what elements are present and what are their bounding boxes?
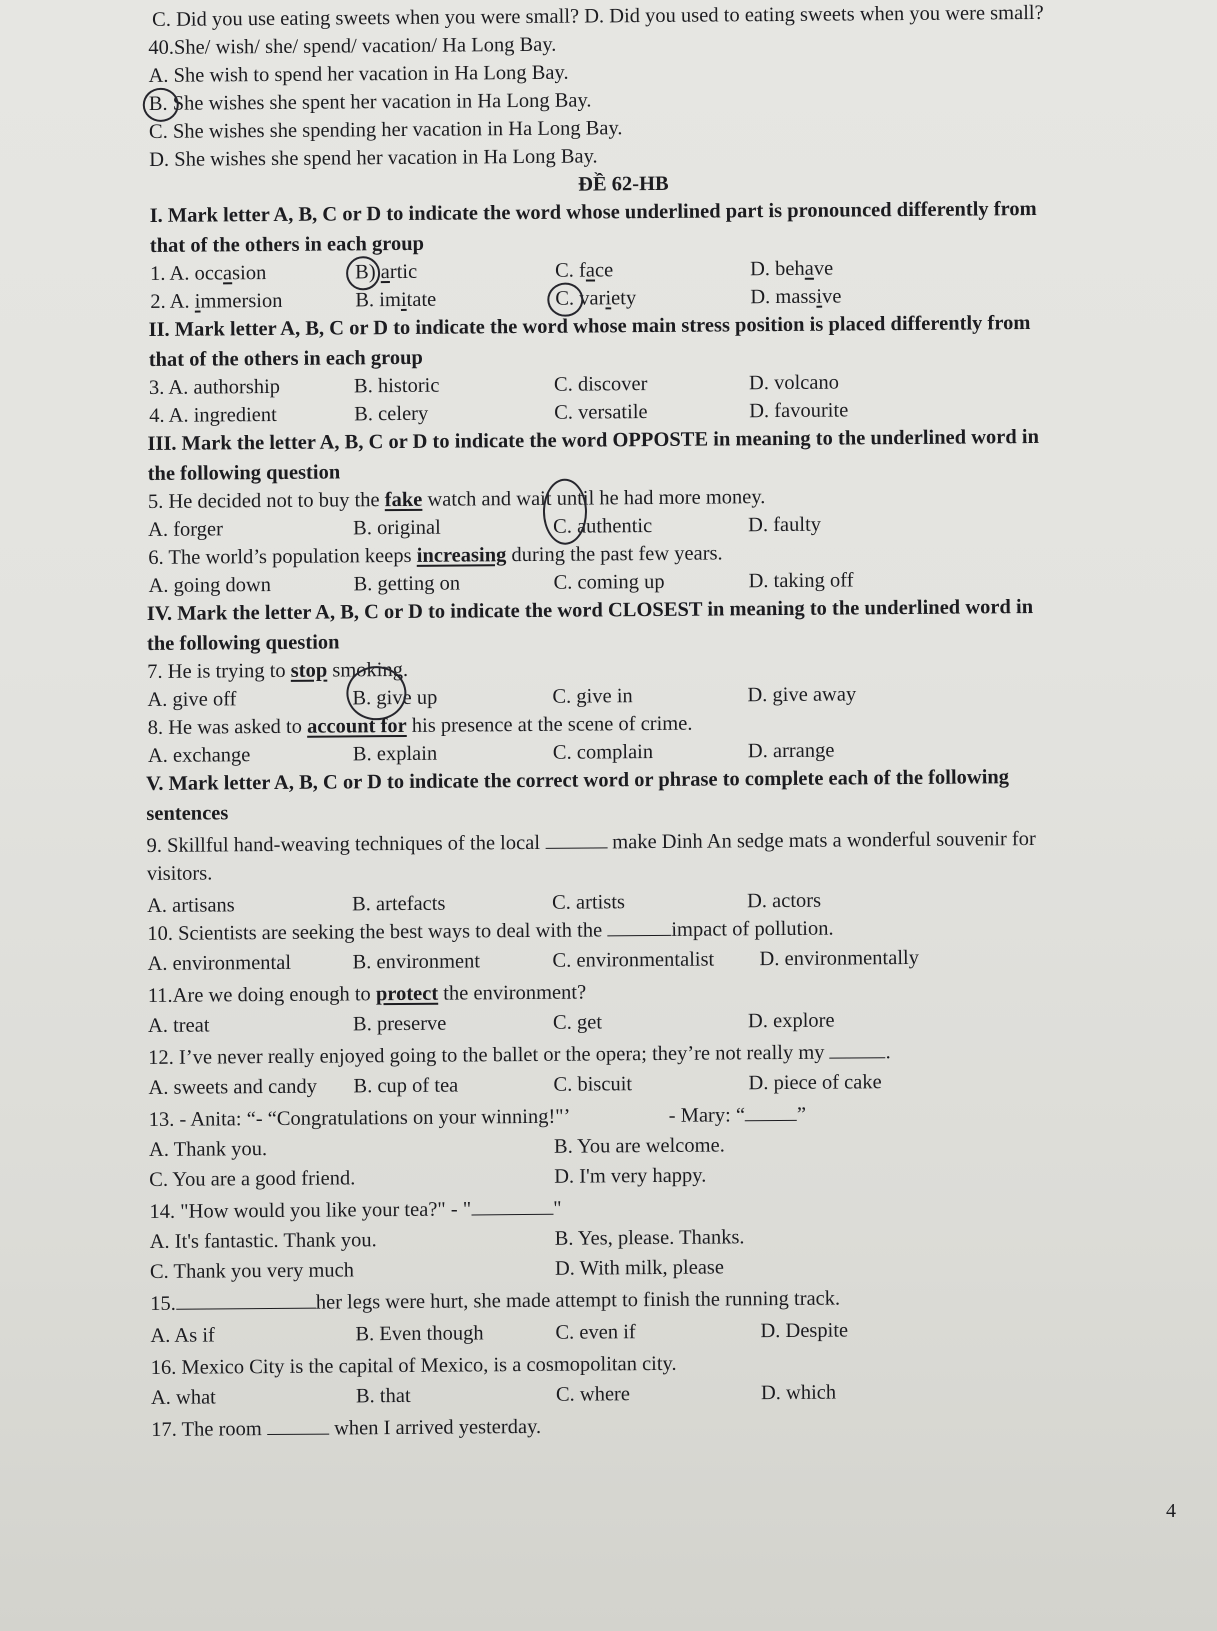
q3-option-b: B. historic: [353, 374, 440, 398]
answer-blank: [745, 1102, 797, 1121]
q1-option-b: B) artic: [355, 258, 417, 286]
q11-option-b: B. preserve: [352, 1012, 447, 1036]
q6-stem: 6. The world’s population keeps increasing during the past few years.: [148, 542, 723, 569]
q16-option-c: C. where: [555, 1383, 631, 1406]
q2-option-b: B. imitate: [355, 288, 437, 312]
q9-option-d: D. actors: [746, 889, 822, 913]
q16-option-d: D. which: [760, 1381, 837, 1405]
q10-option-a: A. environmental: [147, 951, 292, 975]
section2-heading-cont: that of the others in each group: [148, 346, 423, 371]
section1-heading: I. Mark letter A, B, C or D to indicate the word whose underlined part is pronounced differently from: [149, 197, 1037, 227]
q9-stem-cont: visitors.: [146, 862, 213, 885]
q9-option-c: C. artists: [551, 891, 626, 914]
answer-blank: [267, 1416, 329, 1435]
q8-option-d: D. arrange: [747, 739, 835, 763]
q11-option-d: D. explore: [747, 1009, 835, 1033]
q5-option-a: A. forger: [148, 518, 223, 541]
section5-heading-cont: sentences: [146, 802, 229, 825]
q12-option-b: B. cup of tea: [353, 1074, 459, 1098]
q10-option-c: C. environmentalist: [552, 948, 715, 972]
q5-option-b: B. original: [353, 516, 441, 540]
q40-option-d: D. She wishes she spend her vacation in Ha Long Bay.: [149, 145, 598, 171]
q9-option-a: A. artisans: [146, 894, 235, 917]
q2-option-a: 2. A. immersion: [150, 289, 283, 313]
q14-option-c: C. Thank you very much: [149, 1259, 355, 1283]
q4-option-b: B. celery: [354, 402, 429, 426]
q12-option-a: A. sweets and candy: [148, 1075, 318, 1099]
q4-option-d: D. favourite: [749, 399, 849, 423]
q1-option-c: C. face: [555, 259, 614, 282]
q14-option-b: B. Yes, please. Thanks.: [554, 1226, 745, 1250]
q9-stem: 9. Skillful hand-weaving techniques of the local make Dinh An sedge mats a wonderful souvenir for: [146, 828, 1036, 857]
section5-heading: V. Mark letter A, B, C or D to indicate the correct word or phrase to complete each of the following: [146, 766, 1010, 795]
q40-option-c: C. She wishes she spending her vacation in Ha Long Bay.: [148, 117, 623, 143]
q14-option-d: D. With milk, please: [554, 1256, 725, 1280]
q40-option-b: B. She wishes she spent her vacation in Ha Long Bay.: [149, 82, 1169, 118]
page-content: [142, 0, 1173, 1444]
q2-option-d: D. massive: [750, 285, 842, 309]
q13-option-a: A. Thank you.: [148, 1138, 268, 1161]
answer-blank: [471, 1196, 553, 1216]
q11-stem: 11.Are we doing enough to protect the environment?: [147, 981, 587, 1007]
q8-stem: 8. He was asked to account for his presence at the scene of crime.: [147, 712, 693, 739]
q9-option-b: B. artefacts: [351, 892, 446, 916]
q10-option-b: B. environment: [352, 950, 481, 974]
q2-option-c: C. variety: [555, 284, 636, 313]
q6-option-c: C. coming up: [553, 570, 665, 594]
test-title: ĐỀ 62-HB: [578, 172, 669, 196]
answer-blank: [607, 917, 671, 937]
q15-option-d: D. Despite: [760, 1319, 849, 1343]
q15-option-b: B. Even though: [355, 1322, 484, 1346]
q1-option-d: D. behave: [749, 257, 834, 281]
q10-stem: 10. Scientists are seeking the best ways to deal with the impact of pollution.: [147, 917, 834, 945]
section3-heading-cont: the following question: [147, 461, 341, 485]
q10-option-d: D. environmentally: [759, 946, 919, 971]
q7-option-b: B. give up: [352, 684, 437, 713]
q3-option-d: D. volcano: [748, 371, 840, 395]
section1-heading-cont: that of the others in each group: [149, 232, 425, 257]
q5-option-d: D. faulty: [748, 513, 822, 537]
q5-option-c: C. authentic: [553, 512, 652, 541]
q6-option-d: D. taking off: [748, 569, 854, 593]
q8-option-b: B. explain: [352, 742, 438, 766]
q12-stem: 12. I’ve never really enjoyed going to the ballet or the opera; they’re not really my .: [148, 1041, 891, 1069]
q15-option-a: A. As if: [150, 1324, 215, 1347]
q40-option-a: A. She wish to spend her vacation in Ha Long Bay.: [148, 61, 569, 87]
q13-option-b: B. You are welcome.: [553, 1134, 725, 1158]
section4-heading: IV. Mark the letter A, B, C or D to indicate the word CLOSEST in meaning to the underlined word in: [146, 596, 1034, 625]
q16-option-a: A. what: [150, 1386, 216, 1409]
answer-blank: [176, 1290, 316, 1310]
answer-blank: [545, 829, 607, 848]
answer-blank: [830, 1039, 886, 1058]
q16-stem: 16. Mexico City is the capital of Mexico, is a cosmopolitan city.: [150, 1352, 677, 1379]
q39-options-cd: C. Did you use eating sweets when you were small? D. Did you used to eating sweets when you were small?: [152, 1, 1044, 31]
q11-option-a: A. treat: [147, 1014, 210, 1037]
section2-heading: II. Mark letter A, B, C or D to indicate the word whose main stress position is placed differently from: [148, 312, 1031, 341]
q8-option-c: C. complain: [552, 741, 654, 764]
q40-stem: 40.She/ wish/ she/ spend/ vacation/ Ha Long Bay.: [148, 33, 557, 59]
q3-option-a: 3. A. authorship: [148, 375, 281, 399]
q4-option-a: 4. A. ingredient: [149, 403, 277, 427]
q1-option-a: 1. A. occasion: [150, 262, 267, 285]
q12-option-d: D. piece of cake: [748, 1071, 882, 1095]
q12-option-c: C. biscuit: [553, 1073, 633, 1096]
q16-option-b: B. that: [355, 1384, 411, 1408]
q13-stem: 13. - Anita: “- “Congratulations on your winning!"’ - Mary: “ ”: [148, 1103, 807, 1131]
page-number: 4: [1166, 1500, 1176, 1522]
q6-option-a: A. going down: [148, 574, 272, 597]
q7-option-c: C. give in: [552, 685, 633, 708]
section3-heading: III. Mark the letter A, B, C or D to indicate the word OPPOSTE in meaning to the underlined word in: [147, 425, 1040, 455]
q7-stem: 7. He is trying to stop smoking.: [147, 658, 409, 683]
q17-stem: 17. The room when I arrived yesterday.: [151, 1415, 542, 1441]
q7-option-d: D. give away: [747, 683, 857, 707]
q5-stem: 5. He decided not to buy the fake watch and wait until he had more money.: [147, 486, 766, 513]
q6-option-b: B. getting on: [353, 572, 461, 596]
q8-option-a: A. exchange: [147, 744, 251, 767]
section4-heading-cont: the following question: [146, 631, 340, 655]
q13-option-c: C. You are a good friend.: [149, 1167, 356, 1191]
q4-option-c: C. versatile: [554, 401, 648, 424]
q13-option-d: D. I'm very happy.: [554, 1164, 707, 1188]
q15-option-c: C. even if: [555, 1321, 636, 1344]
q15-stem: 15. her legs were hurt, she made attempt to finish the running track.: [150, 1287, 841, 1315]
q7-option-a: A. give off: [147, 688, 237, 711]
q14-stem: 14. "How would you like your tea?" - " ": [149, 1197, 562, 1223]
q3-option-c: C. discover: [553, 373, 648, 396]
q11-option-c: C. get: [552, 1011, 603, 1034]
q14-option-a: A. It's fantastic. Thank you.: [149, 1229, 377, 1253]
